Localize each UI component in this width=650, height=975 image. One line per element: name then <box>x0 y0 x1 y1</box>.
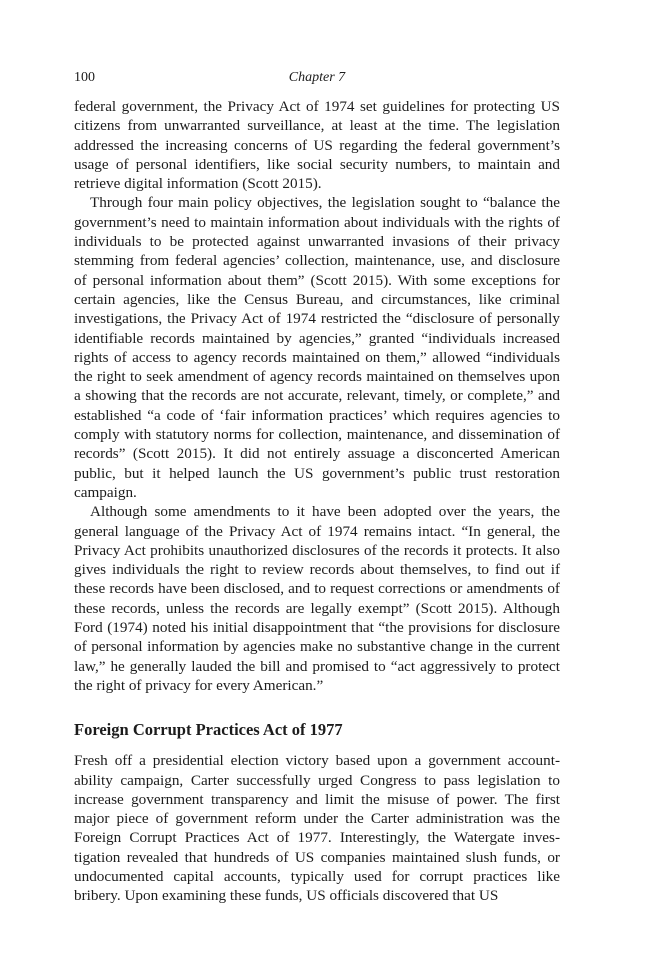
paragraph-policy-objectives: Through four main policy objectives, the legislation sought to “balance the government’s need to maintain information about individuals with the rights of individuals to be protected against unwarranted invasions of their privacy stemming from federal agencies’ collection, maintenance, use, and disclosure of personal information about them” (Scott 2015). With some exceptions for certain agencies, like the Census Bureau, and circumstances, like criminal investigations, the Privacy Act of 1974 restricted the “disclosure of personally identifiable records maintained by agencies,” granted “individuals increased rights of access to agency records maintained on them,” allowed “individuals the right to seek amendment of agency records maintained on themselves upon a showing that the records are not accurate, relevant, timely, or complete,” and established “a code of ‘fair information practices’ which requires agencies to comply with statutory norms for collection, maintenance, and dissemination of records” (Scott 2015). It did not entirely assuage a disconcerted American public, but it helped launch the US government’s public trust restoration campaign. <box>74 194 560 501</box>
body-text <box>74 97 560 906</box>
page-header <box>74 68 560 88</box>
running-head: Chapter 7 <box>288 70 346 85</box>
section-heading: Foreign Corrupt Practices Act of 1977 <box>74 720 343 740</box>
paragraph-fcpa: Fresh off a presidential election victory based upon a government accountability campaign, Carter successfully urged Congress to pass legislation to increase government transparency and limit the misuse of power. The first major piece of government reform under the Carter administration was the Foreign Corrupt Practices Act of 1977. Interestingly, the Watergate investigation revealed that hundreds of US companies maintained slush funds, or undocumented capital accounts, typically used for corrupt practices like bribery. Upon examining these funds, US officials discovered that US <box>74 752 560 905</box>
paragraph-privacy-act-continued: federal government, the Privacy Act of 1974 set guidelines for protecting US citizens from unwarranted surveillance, at least at the time. The legislation addressed the increasing concerns of US regarding the federal government’s usage of personal identifiers, like social security numbers, to maintain and retrieve digital information (Scott 2015). <box>74 98 560 193</box>
paragraph-amendments: Although some amendments to it have been adopted over the years, the general language of the Privacy Act of 1974 remains intact. “In general, the Privacy Act prohibits unauthorized disclosures of the records it protects. It also gives individuals the right to review records about themselves, to find out if these records have been disclosed, and to request corrections or amendments of these records, unless the records are legally exempt” (Scott 2015). Although Ford (1974) noted his initial disappointment that “the provisions for disclosure of personal information by agencies make no substantive change in the current law,” he generally lauded the bill and promised to “act aggressively to protect the right of privacy for every American.” <box>74 503 560 694</box>
page-number: 100 <box>74 70 95 85</box>
